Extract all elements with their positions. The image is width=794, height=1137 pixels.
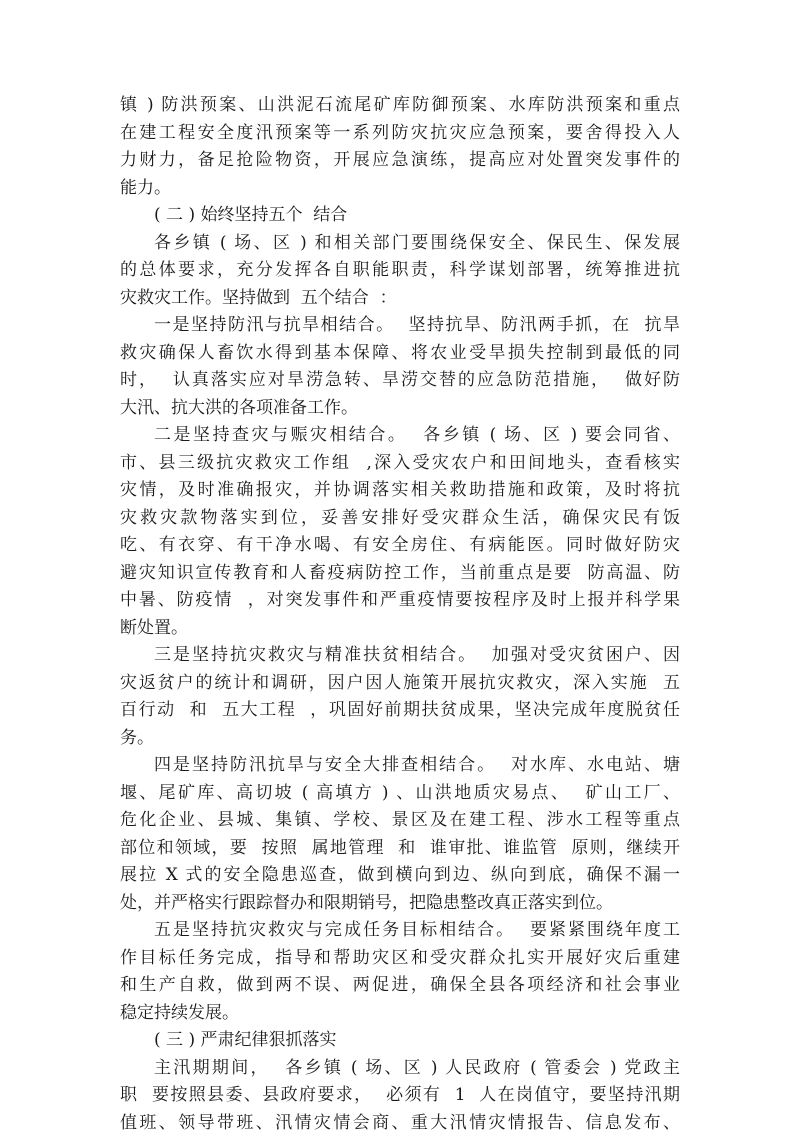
text-line: 三是坚持抗灾救灾与精准扶贫相结合。 加强对受灾贫困户、因 xyxy=(120,642,680,670)
text-line: 救灾确保人畜饮水得到基本保障、将农业受旱损失控制到最低的同 xyxy=(120,340,680,368)
text-line: 展拉 X 式的安全隐患巡查，做到横向到边、纵向到底，确保不漏一 xyxy=(120,862,680,890)
text-line: 吃、有衣穿、有干净水喝、有安全房住、有病能医。同时做好防灾 xyxy=(120,532,680,560)
text-line: 市、县三级抗灾救灾工作组 ,深入受灾农户和田间地头，查看核实 xyxy=(120,450,680,478)
text-line: 各乡镇 ( 场、区 ) 和相关部门要围绕保安全、保民生、保发展 xyxy=(120,230,680,258)
text-line: 作目标任务完成，指导和帮助灾区和受灾群众扎实开展好灾后重建 xyxy=(120,945,680,973)
text-line: 和生产自救，做到两不误、两促进，确保全县各项经济和社会事业 xyxy=(120,972,680,1000)
text-line: 部位和领域，要 按照 属地管理 和 谁审批、谁监管 原则，继续开 xyxy=(120,835,680,863)
text-line: 务。 xyxy=(120,725,680,753)
text-line: 镇 ) 防洪预案、山洪泥石流尾矿库防御预案、水库防洪预案和重点 xyxy=(120,92,680,120)
text-line: 在建工程安全度汛预案等一系列防灾抗灾应急预案，要舍得投入人 xyxy=(120,120,680,148)
text-line: 二是坚持查灾与赈灾相结合。 各乡镇 ( 场、区 ) 要会同省、 xyxy=(120,422,680,450)
text-line: 稳定持续发展。 xyxy=(120,1000,680,1028)
text-line: ( 三 ) 严肃纪律狠抓落实 xyxy=(120,1027,680,1055)
text-line: 堰、尾矿库、高切坡 ( 高填方 ) 、山洪地质灾易点、 矿山工厂、 xyxy=(120,780,680,808)
text-line: 能力。 xyxy=(120,175,680,203)
text-line: 灾救灾工作。坚持做到 五个结合 ： xyxy=(120,285,680,313)
text-line: 五是坚持抗灾救灾与完成任务目标相结合。 要紧紧围绕年度工 xyxy=(120,917,680,945)
text-line: 一是坚持防汛与抗旱相结合。 坚持抗旱、防汛两手抓，在 抗旱 xyxy=(120,312,680,340)
text-line: 灾返贫户的统计和调研，因户因人施策开展抗灾救灾，深入实施 五 xyxy=(120,670,680,698)
text-line: 中暑、防疫情 ，对突发事件和严重疫情要按程序及时上报并科学果 xyxy=(120,587,680,615)
text-line: 时， 认真落实应对旱涝急转、旱涝交替的应急防范措施， 做好防 xyxy=(120,367,680,395)
text-line: 主汛期期间， 各乡镇 ( 场、区 ) 人民政府 ( 管委会 ) 党政主 xyxy=(120,1055,680,1083)
text-line: 处，并严格实行跟踪督办和限期销号，把隐患整改真正落实到位。 xyxy=(120,890,680,918)
text-line: 危化企业、县城、集镇、学校、景区及在建工程、涉水工程等重点 xyxy=(120,807,680,835)
text-line: 断处置。 xyxy=(120,615,680,643)
text-line: 百行动 和 五大工程 ，巩固好前期扶贫成果，坚决完成年度脱贫任 xyxy=(120,697,680,725)
text-line: 灾情，及时准确报灾，并协调落实相关救助措施和政策，及时将抗 xyxy=(120,477,680,505)
text-line: 大汛、抗大洪的各项准备工作。 xyxy=(120,395,680,423)
text-line: 四是坚持防汛抗旱与安全大排查相结合。 对水库、水电站、塘 xyxy=(120,752,680,780)
text-line: 力财力，备足抢险物资，开展应急演练，提高应对处置突发事件的 xyxy=(120,147,680,175)
text-line: ( 二 ) 始终坚持五个 结合 xyxy=(120,202,680,230)
text-line: 灾救灾款物落实到位，妥善安排好受灾群众生活，确保灾民有饭 xyxy=(120,505,680,533)
text-line: 值班、领导带班、汛情灾情会商、重大汛情灾情报告、信息发布、 xyxy=(120,1110,680,1137)
document-page xyxy=(120,92,680,1137)
text-line: 的总体要求，充分发挥各自职能职责，科学谋划部署，统筹推进抗 xyxy=(120,257,680,285)
text-line: 避灾知识宣传教育和人畜疫病防控工作，当前重点是要 防高温、防 xyxy=(120,560,680,588)
text-line: 职 要按照县委、县政府要求， 必须有 1 人在岗值守，要坚持汛期 xyxy=(120,1082,680,1110)
